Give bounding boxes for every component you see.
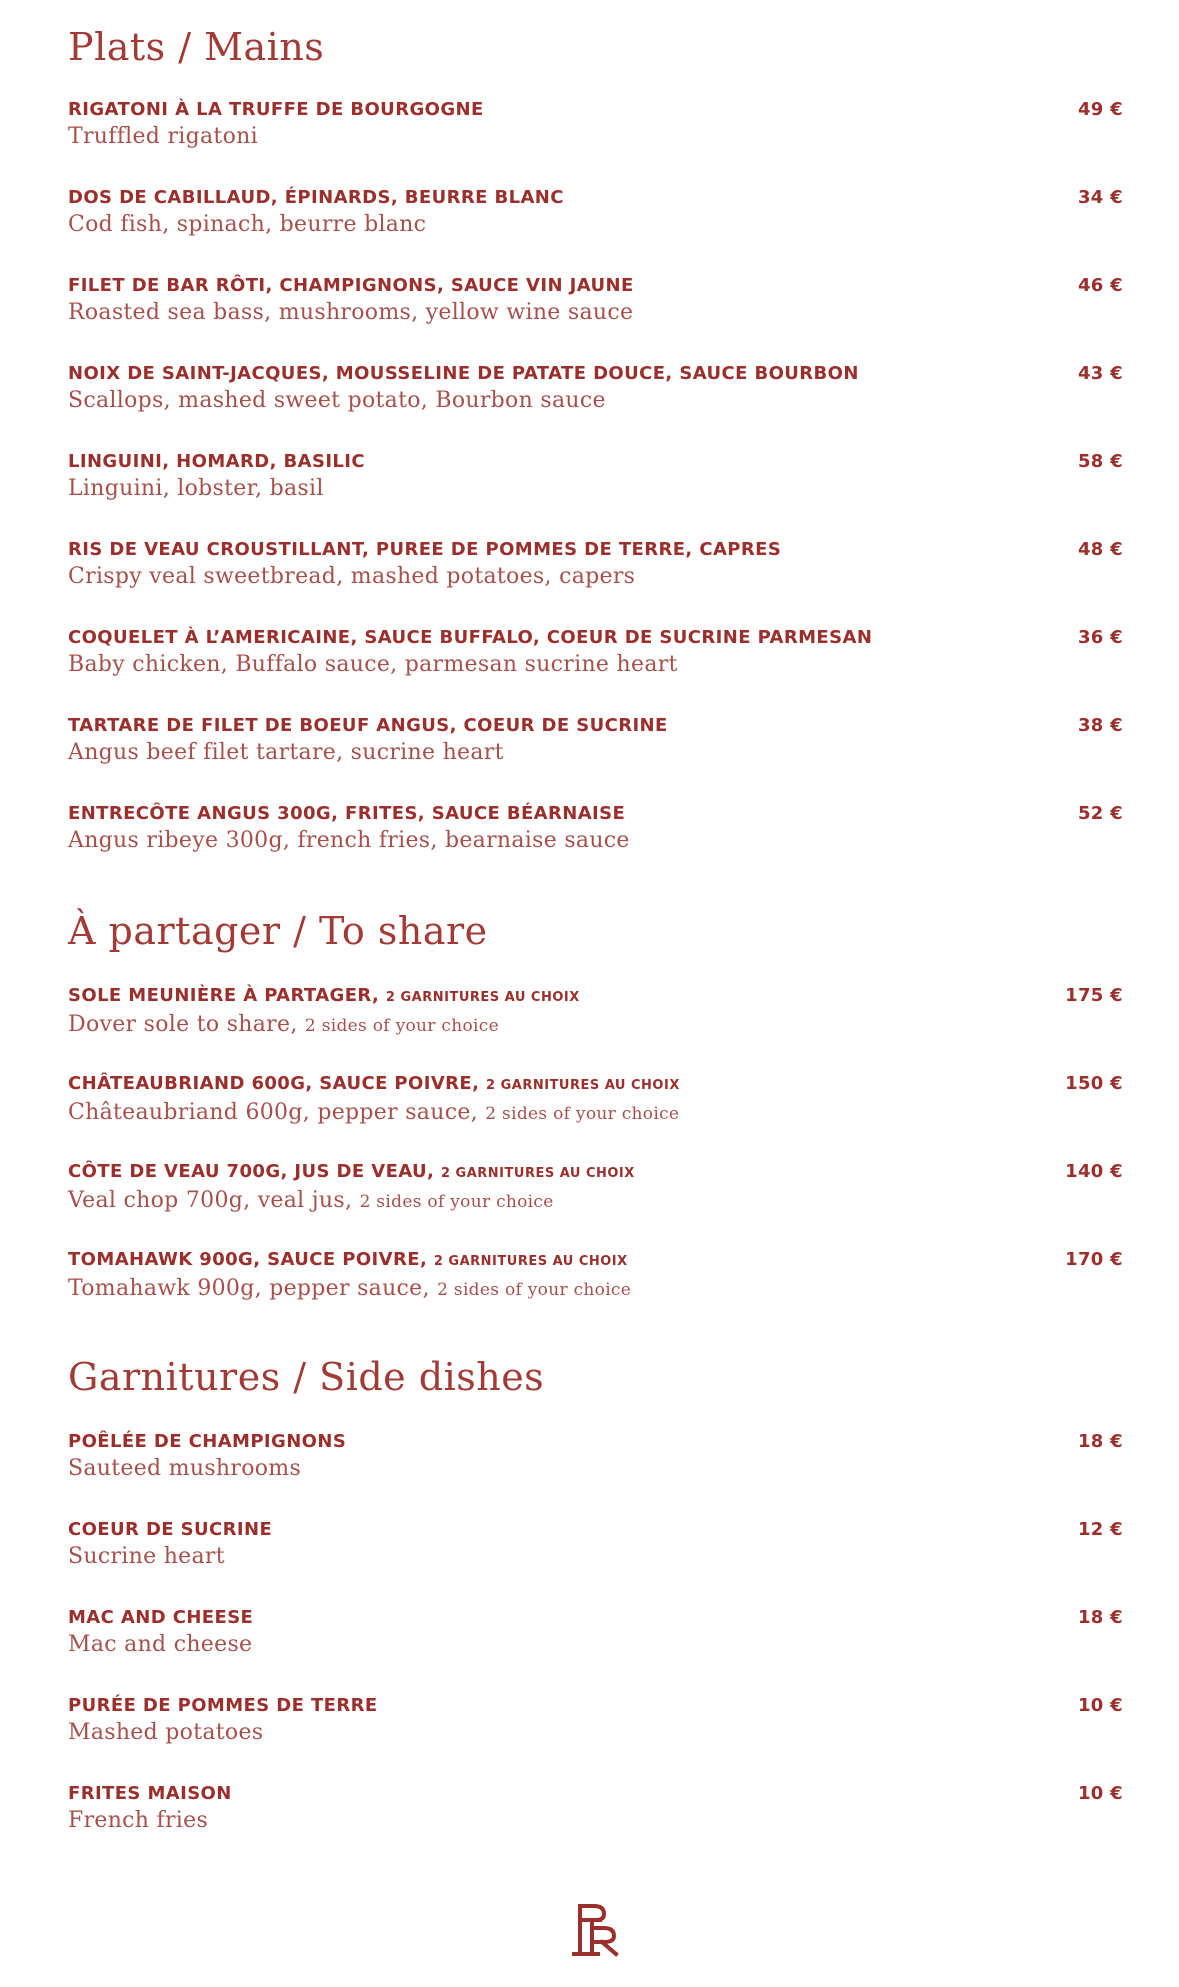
item-name xyxy=(68,984,1123,1010)
item-description: Cod fish, spinach, beurre blanc xyxy=(68,212,427,237)
item-price: 18 € xyxy=(1077,1607,1123,1628)
item-description: Angus beef filet tartare, sucrine heart xyxy=(68,740,504,765)
item-price: 49 € xyxy=(1077,99,1123,120)
item-name: RIS DE VEAU CROUSTILLANT, PUREE DE POMMES DE TERRE, CAPRES xyxy=(68,539,782,560)
item-price: 48 € xyxy=(1077,539,1123,560)
menu-item xyxy=(68,1782,1123,1870)
menu-item xyxy=(68,274,1123,362)
item-name-text: SOLE MEUNIÈRE À PARTAGER, xyxy=(68,985,380,1006)
menu-item xyxy=(68,1072,1123,1160)
menu-item xyxy=(68,450,1123,538)
menu-item xyxy=(68,1518,1123,1606)
menu-items-side-dishes xyxy=(68,1430,1123,1870)
item-price: 175 € xyxy=(1065,985,1123,1006)
item-description: Crispy veal sweetbread, mashed potatoes, capers xyxy=(68,564,636,589)
menu-items-to-share xyxy=(68,984,1123,1336)
menu-item xyxy=(68,362,1123,450)
menu-item xyxy=(68,186,1123,274)
restaurant-monogram-icon xyxy=(566,1900,624,1958)
section-mains xyxy=(68,25,1123,853)
item-price: 150 € xyxy=(1065,1073,1123,1094)
item-name xyxy=(68,1160,1123,1186)
item-note: 2 GARNITURES AU CHOIX xyxy=(385,990,580,1005)
item-note: 2 GARNITURES AU CHOIX xyxy=(440,1166,635,1181)
item-price: 140 € xyxy=(1065,1161,1123,1182)
item-price: 43 € xyxy=(1077,363,1123,384)
item-price: 52 € xyxy=(1077,803,1123,824)
item-name: MAC AND CHEESE xyxy=(68,1607,254,1628)
item-name: NOIX DE SAINT-JACQUES, MOUSSELINE DE PATATE DOUCE, SAUCE BOURBON xyxy=(68,363,859,384)
item-name: POÊLÉE DE CHAMPIGNONS xyxy=(68,1431,347,1452)
item-price: 36 € xyxy=(1077,627,1123,648)
section-to-share xyxy=(68,909,1123,1301)
item-price: 10 € xyxy=(1077,1783,1123,1804)
item-description: Sauteed mushrooms xyxy=(68,1456,302,1481)
item-name: PURÉE DE POMMES DE TERRE xyxy=(68,1695,378,1716)
menu-item xyxy=(68,1694,1123,1782)
item-description-note: 2 sides of your choice xyxy=(437,1280,632,1300)
item-description-text: Châteaubriand 600g, pepper sauce, xyxy=(68,1100,478,1125)
item-description-note: 2 sides of your choice xyxy=(485,1104,680,1124)
menu-item xyxy=(68,1430,1123,1518)
item-price: 18 € xyxy=(1077,1431,1123,1452)
item-description: Linguini, lobster, basil xyxy=(68,476,324,501)
section-title-to-share: À partager / To share xyxy=(68,909,488,953)
item-name: COEUR DE SUCRINE xyxy=(68,1519,273,1540)
item-price: 170 € xyxy=(1065,1249,1123,1270)
item-price: 58 € xyxy=(1077,451,1123,472)
item-description: Roasted sea bass, mushrooms, yellow wine sauce xyxy=(68,300,634,325)
item-price: 12 € xyxy=(1077,1519,1123,1540)
menu-item xyxy=(68,626,1123,714)
item-note: 2 GARNITURES AU CHOIX xyxy=(486,1078,680,1093)
item-price: 46 € xyxy=(1077,275,1123,296)
menu-items-mains xyxy=(68,98,1123,890)
section-title-mains: Plats / Mains xyxy=(68,25,325,69)
item-name: LINGUINI, HOMARD, BASILIC xyxy=(68,451,365,472)
item-name: TARTARE DE FILET DE BOEUF ANGUS, COEUR DE SUCRINE xyxy=(68,715,668,736)
item-name-text: TOMAHAWK 900G, SAUCE POIVRE, xyxy=(68,1249,428,1270)
menu-item xyxy=(68,1606,1123,1694)
item-description: Truffled rigatoni xyxy=(68,124,258,149)
section-title-side-dishes: Garnitures / Side dishes xyxy=(68,1355,545,1399)
menu-item xyxy=(68,98,1123,186)
item-price: 10 € xyxy=(1077,1695,1123,1716)
menu-item xyxy=(68,1248,1123,1336)
item-description: Angus ribeye 300g, french fries, bearnaise sauce xyxy=(68,828,630,853)
item-description-note: 2 sides of your choice xyxy=(304,1016,499,1036)
item-description-text: Tomahawk 900g, pepper sauce, xyxy=(68,1276,430,1301)
item-description: French fries xyxy=(68,1808,209,1833)
item-name xyxy=(68,1072,1123,1098)
item-name-text: CÔTE DE VEAU 700G, JUS DE VEAU, xyxy=(68,1161,435,1182)
item-price: 34 € xyxy=(1077,187,1123,208)
item-name xyxy=(68,1248,1123,1274)
item-description-note: 2 sides of your choice xyxy=(359,1192,554,1212)
item-description xyxy=(68,1186,1123,1217)
menu-item xyxy=(68,1160,1123,1248)
item-name: DOS DE CABILLAUD, ÉPINARDS, BEURRE BLANC xyxy=(68,187,564,208)
item-name: FILET DE BAR RÔTI, CHAMPIGNONS, SAUCE VIN JAUNE xyxy=(68,275,634,296)
item-description xyxy=(68,1098,1123,1129)
section-side-dishes xyxy=(68,1355,1123,1833)
item-description: Baby chicken, Buffalo sauce, parmesan sucrine heart xyxy=(68,652,678,677)
item-name-text: CHÂTEAUBRIAND 600G, SAUCE POIVRE, xyxy=(68,1073,480,1094)
menu-item xyxy=(68,538,1123,626)
item-name: RIGATONI À LA TRUFFE DE BOURGOGNE xyxy=(68,99,484,120)
item-description: Mac and cheese xyxy=(68,1632,253,1657)
menu-item xyxy=(68,802,1123,890)
item-note: 2 GARNITURES AU CHOIX xyxy=(433,1254,628,1269)
item-description-text: Dover sole to share, xyxy=(68,1012,298,1037)
item-description xyxy=(68,1010,1123,1041)
item-description: Mashed potatoes xyxy=(68,1720,264,1745)
item-price: 38 € xyxy=(1077,715,1123,736)
menu-item xyxy=(68,714,1123,802)
menu-item xyxy=(68,984,1123,1072)
item-description: Scallops, mashed sweet potato, Bourbon sauce xyxy=(68,388,606,413)
item-description-text: Veal chop 700g, veal jus, xyxy=(68,1188,353,1213)
item-name: ENTRECÔTE ANGUS 300G, FRITES, SAUCE BÉARNAISE xyxy=(68,803,626,824)
item-description xyxy=(68,1274,1123,1305)
item-name: COQUELET À L’AMERICAINE, SAUCE BUFFALO, COEUR DE SUCRINE PARMESAN xyxy=(68,627,873,648)
item-name: FRITES MAISON xyxy=(68,1783,232,1804)
item-description: Sucrine heart xyxy=(68,1544,225,1569)
